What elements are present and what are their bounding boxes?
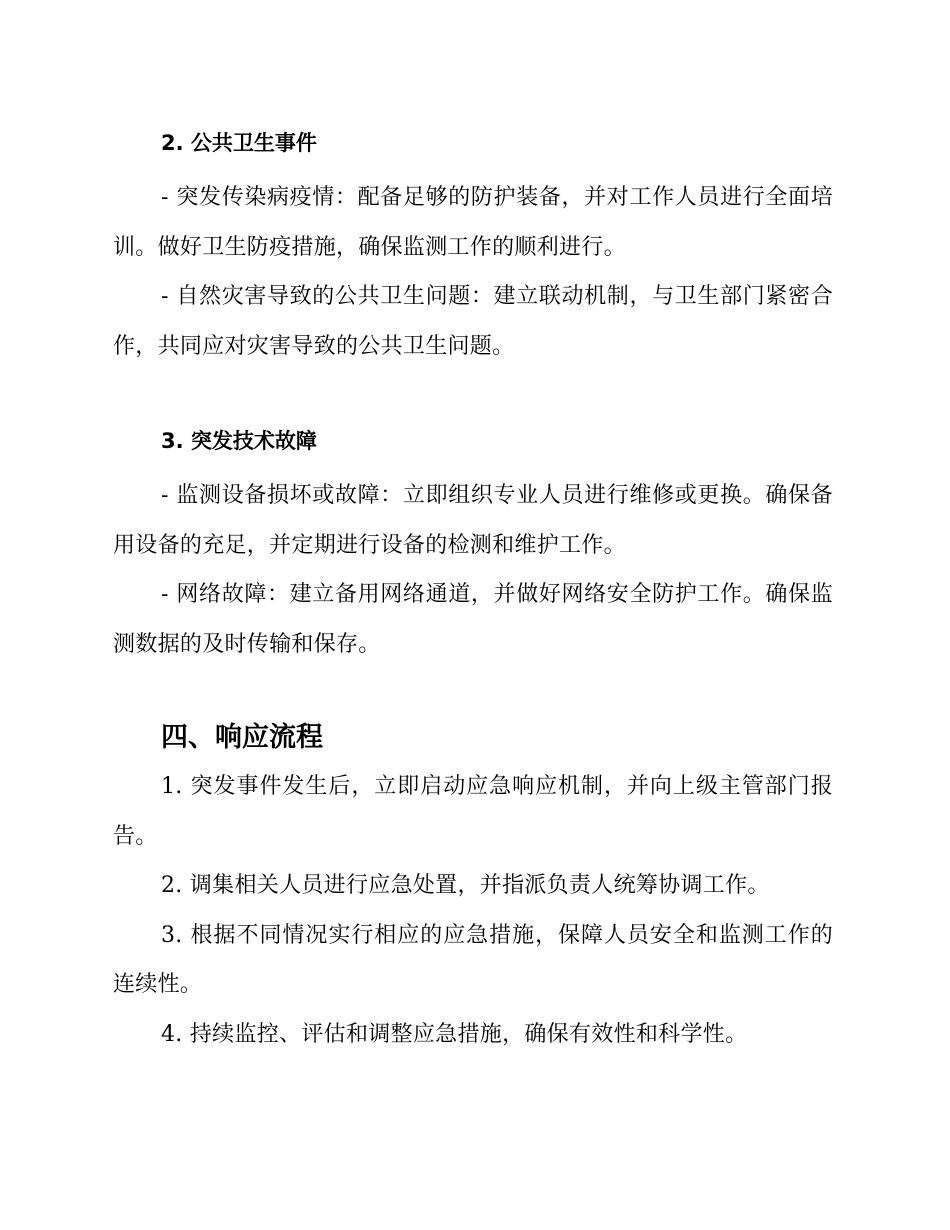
section-public-health [113, 128, 833, 371]
chapter-heading: 四、响应流程 [161, 722, 323, 753]
section-technical-failure [113, 426, 833, 669]
paragraph: - 自然灾害导致的公共卫生问题：建立联动机制，与卫生部门紧密合作，共同应对灾害导致的公共卫生问题。 [113, 284, 833, 359]
paragraph: 3. 根据不同情况实行相应的应急措施，保障人员安全和监测工作的连续性。 [113, 922, 833, 997]
section-heading: 3. 突发技术故障 [161, 429, 317, 453]
paragraph: 4. 持续监控、评估和调整应急措施，确保有效性和科学性。 [161, 1021, 748, 1047]
paragraph: - 突发传染病疫情：配备足够的防护装备，并对工作人员进行全面培训。做好卫生防疫措施，确保监测工作的顺利进行。 [113, 185, 833, 260]
section-response-process [113, 718, 833, 1059]
paragraph: 2. 调集相关人员进行应急处置，并指派负责人统筹协调工作。 [161, 873, 770, 898]
paragraph: 1. 突发事件发生后，立即启动应急响应机制，并向上级主管部门报告。 [113, 774, 833, 849]
paragraph: - 网络故障：建立备用网络通道，并做好网络安全防护工作。确保监测数据的及时传输和保存。 [113, 582, 833, 657]
section-heading: 2. 公共卫生事件 [161, 131, 317, 155]
paragraph: - 监测设备损坏或故障：立即组织专业人员进行维修或更换。确保备用设备的充足，并定期进行设备的检测和维护工作。 [113, 483, 833, 558]
